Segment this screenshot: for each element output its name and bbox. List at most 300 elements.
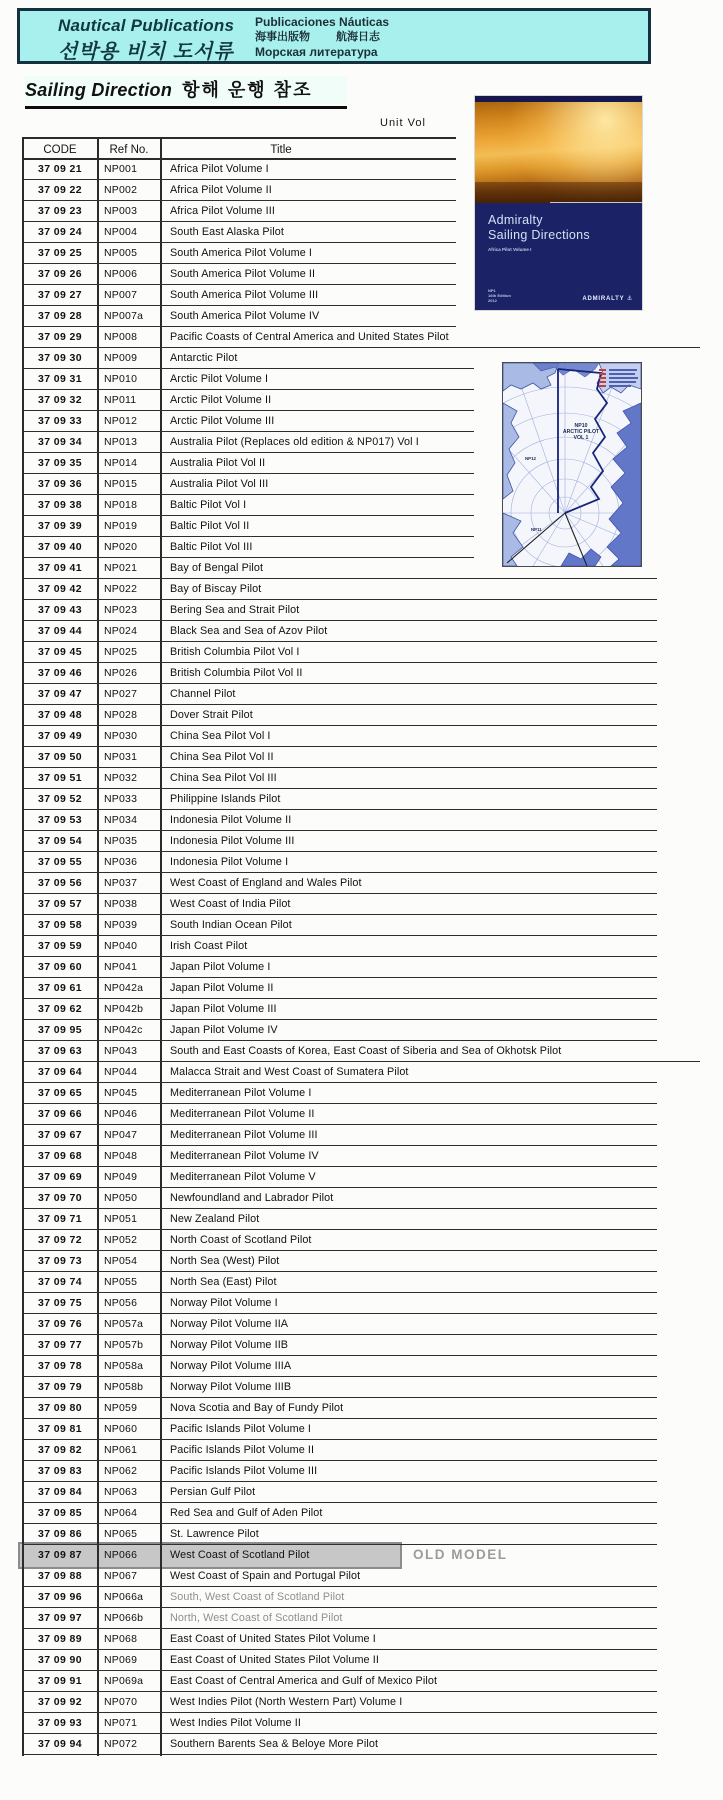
banner-title-russian: Морская литература — [255, 45, 378, 59]
row-title-cell: Newfoundland and Labrador Pilot — [170, 1191, 334, 1204]
row-code-cell: 37 09 40 — [37, 540, 83, 553]
row-ref-cell: NP009 — [104, 351, 138, 364]
row-title-cell: Japan Pilot Volume III — [170, 1002, 277, 1015]
table-row — [22, 1230, 702, 1251]
row-ref-cell: NP013 — [104, 435, 138, 448]
row-code-cell: 37 09 86 — [37, 1527, 83, 1540]
row-code-cell: 37 09 45 — [37, 645, 83, 658]
row-ref-cell: NP031 — [104, 750, 138, 763]
row-title-cell: Arctic Pilot Volume I — [170, 372, 269, 385]
row-title-cell: South America Pilot Volume III — [170, 288, 319, 301]
table-row — [22, 726, 702, 747]
row-ref-cell: NP059 — [104, 1401, 138, 1414]
row-ref-cell: NP002 — [104, 183, 138, 196]
row-ref-cell: NP019 — [104, 519, 138, 532]
row-code-cell: 37 09 88 — [37, 1569, 83, 1582]
row-ref-cell: NP069 — [104, 1653, 138, 1666]
row-ref-cell: NP042a — [104, 981, 144, 994]
row-title-cell: China Sea Pilot Vol II — [170, 750, 274, 763]
row-code-cell: 37 09 26 — [37, 267, 83, 280]
row-ref-cell: NP005 — [104, 246, 138, 259]
table-row — [22, 768, 702, 789]
row-title-cell: Indonesia Pilot Volume I — [170, 855, 289, 868]
row-ref-cell: NP067 — [104, 1569, 138, 1582]
map-coverage-outline — [558, 369, 607, 513]
table-row — [22, 1566, 702, 1587]
row-title-cell: Japan Pilot Volume I — [170, 960, 271, 973]
table-row — [22, 1188, 702, 1209]
row-ref-cell: NP058a — [104, 1359, 144, 1372]
table-row — [22, 1356, 702, 1377]
row-title-cell: Africa Pilot Volume II — [170, 183, 272, 196]
row-ref-cell: NP071 — [104, 1716, 138, 1729]
row-code-cell: 37 09 79 — [37, 1380, 83, 1393]
row-ref-cell: NP030 — [104, 729, 138, 742]
banner-title-chinese: 海事出版物 航海日志 — [255, 31, 380, 43]
row-code-cell: 37 09 51 — [37, 771, 83, 784]
row-title-cell: Pacific Coasts of Central America and United States Pilot — [170, 330, 449, 343]
table-row — [22, 579, 702, 600]
table-row — [22, 810, 702, 831]
svg-text:NP11: NP11 — [531, 527, 542, 532]
book-cover-image — [475, 96, 642, 310]
row-code-cell: 37 09 35 — [37, 456, 83, 469]
row-code-cell: 37 09 34 — [37, 435, 83, 448]
row-title-cell: Norway Pilot Volume IIB — [170, 1338, 289, 1351]
row-title-cell: North Coast of Scotland Pilot — [170, 1233, 312, 1246]
row-title-cell: Persian Gulf Pilot — [170, 1485, 256, 1498]
row-title-cell: Baltic Pilot Vol III — [170, 540, 253, 553]
table-row — [22, 663, 702, 684]
row-code-cell: 37 09 23 — [37, 204, 83, 217]
row-code-cell: 37 09 68 — [37, 1149, 83, 1162]
row-code-cell: 37 09 84 — [37, 1485, 83, 1498]
table-row — [22, 1482, 702, 1503]
row-title-cell: Baltic Pilot Vol I — [170, 498, 247, 511]
row-code-cell: 37 09 42 — [37, 582, 83, 595]
table-row — [22, 1293, 702, 1314]
row-ref-cell: NP032 — [104, 771, 138, 784]
row-code-cell: 37 09 47 — [37, 687, 83, 700]
row-code-cell: 37 09 50 — [37, 750, 83, 763]
table-row — [22, 705, 702, 726]
column-header-code: CODE — [43, 143, 77, 156]
table-row — [22, 789, 702, 810]
row-code-cell: 37 09 71 — [37, 1212, 83, 1225]
row-ref-cell: NP060 — [104, 1422, 138, 1435]
row-ref-cell: NP057b — [104, 1338, 144, 1351]
row-code-cell: 37 09 30 — [37, 351, 83, 364]
table-row — [22, 831, 702, 852]
row-code-cell: 37 09 29 — [37, 330, 83, 343]
row-ref-cell: NP039 — [104, 918, 138, 931]
row-code-cell: 37 09 76 — [37, 1317, 83, 1330]
row-ref-cell: NP007 — [104, 288, 138, 301]
row-title-cell: Arctic Pilot Volume III — [170, 414, 275, 427]
row-ref-cell: NP027 — [104, 687, 138, 700]
row-code-cell: 37 09 39 — [37, 519, 83, 532]
row-title-cell: Black Sea and Sea of Azov Pilot — [170, 624, 328, 637]
table-row — [22, 1146, 702, 1167]
row-ref-cell: NP055 — [104, 1275, 138, 1288]
row-ref-cell: NP036 — [104, 855, 138, 868]
table-row — [22, 1545, 702, 1566]
table-row — [22, 1713, 702, 1734]
row-ref-cell: NP043 — [104, 1044, 138, 1057]
banner-title-spanish: Publicaciones Náuticas — [255, 15, 390, 29]
row-code-cell: 37 09 83 — [37, 1464, 83, 1477]
row-code-cell: 37 09 53 — [37, 813, 83, 826]
row-code-cell: 37 09 25 — [37, 246, 83, 259]
table-row — [22, 1272, 702, 1293]
row-code-cell: 37 09 21 — [37, 162, 83, 175]
row-title-cell: East Coast of United States Pilot Volume II — [170, 1653, 379, 1666]
svg-text:VOL 1: VOL 1 — [573, 435, 589, 441]
row-ref-cell: NP049 — [104, 1170, 138, 1183]
book-cover-subtitle: Africa Pilot Volume I — [488, 247, 532, 252]
table-row — [22, 1167, 702, 1188]
row-ref-cell: NP052 — [104, 1233, 138, 1246]
row-ref-cell: NP003 — [104, 204, 138, 217]
row-code-cell: 37 09 48 — [37, 708, 83, 721]
section-title-english: Sailing Direction — [25, 80, 173, 100]
row-ref-cell: NP035 — [104, 834, 138, 847]
row-ref-cell: NP006 — [104, 267, 138, 280]
row-title-cell: South Indian Ocean Pilot — [170, 918, 292, 931]
row-title-cell: North Sea (West) Pilot — [170, 1254, 280, 1267]
row-title-cell: Mediterranean Pilot Volume II — [170, 1107, 315, 1120]
row-code-cell: 37 09 58 — [37, 918, 83, 931]
table-row — [22, 1650, 702, 1671]
row-code-cell: 37 09 22 — [37, 183, 83, 196]
anchor-icon: ⚓ — [626, 296, 633, 302]
row-title-cell: Norway Pilot Volume I — [170, 1296, 278, 1309]
row-bottom-border — [22, 1754, 657, 1756]
row-title-cell: Pacific Islands Pilot Volume II — [170, 1443, 315, 1456]
row-title-cell: Norway Pilot Volume IIA — [170, 1317, 289, 1330]
column-header-ref: Ref No. — [109, 143, 149, 156]
row-code-cell: 37 09 33 — [37, 414, 83, 427]
row-title-cell: Dover Strait Pilot — [170, 708, 253, 721]
row-ref-cell: NP062 — [104, 1464, 138, 1477]
row-code-cell: 37 09 54 — [37, 834, 83, 847]
svg-text:NP10: NP10 — [574, 423, 588, 429]
table-row — [22, 1419, 702, 1440]
row-code-cell: 37 09 80 — [37, 1401, 83, 1414]
row-code-cell: 37 09 24 — [37, 225, 83, 238]
row-title-cell: Mediterranean Pilot Volume V — [170, 1170, 316, 1183]
row-ref-cell: NP044 — [104, 1065, 138, 1078]
row-title-cell: Mediterranean Pilot Volume III — [170, 1128, 318, 1141]
row-title-cell: Africa Pilot Volume I — [170, 162, 269, 175]
row-ref-cell: NP047 — [104, 1128, 138, 1141]
table-row — [22, 642, 702, 663]
row-code-cell: 37 09 62 — [37, 1002, 83, 1015]
row-ref-cell: NP063 — [104, 1485, 138, 1498]
row-title-cell: Japan Pilot Volume IV — [170, 1023, 278, 1036]
row-title-cell: North Sea (East) Pilot — [170, 1275, 277, 1288]
row-code-cell: 37 09 65 — [37, 1086, 83, 1099]
table-row — [22, 1524, 702, 1545]
row-ref-cell: NP040 — [104, 939, 138, 952]
row-title-cell: New Zealand Pilot — [170, 1212, 260, 1225]
row-code-cell: 37 09 59 — [37, 939, 83, 952]
row-code-cell: 37 09 91 — [37, 1674, 83, 1687]
row-title-cell: Mediterranean Pilot Volume IV — [170, 1149, 319, 1162]
row-ref-cell: NP056 — [104, 1296, 138, 1309]
row-ref-cell: NP037 — [104, 876, 138, 889]
row-title-cell: West Coast of Scotland Pilot — [170, 1548, 310, 1561]
book-cover-brand-line1: Admiralty — [488, 213, 543, 227]
row-code-cell: 37 09 38 — [37, 498, 83, 511]
row-code-cell: 37 09 64 — [37, 1065, 83, 1078]
row-title-cell: Mediterranean Pilot Volume I — [170, 1086, 312, 1099]
table-row — [22, 600, 702, 621]
row-code-cell: 37 09 36 — [37, 477, 83, 490]
row-ref-cell: NP011 — [104, 393, 137, 406]
row-code-cell: 37 09 73 — [37, 1254, 83, 1267]
row-title-cell: West Indies Pilot (North Western Part) Volume I — [170, 1695, 403, 1708]
row-code-cell: 37 09 89 — [37, 1632, 83, 1645]
table-row — [22, 621, 702, 642]
row-title-cell: Bering Sea and Strait Pilot — [170, 603, 300, 616]
row-ref-cell: NP042b — [104, 1002, 144, 1015]
table-row — [22, 957, 702, 978]
row-code-cell: 37 09 57 — [37, 897, 83, 910]
row-ref-cell: NP066a — [104, 1590, 144, 1603]
table-row — [22, 1062, 702, 1083]
row-code-cell: 37 09 87 — [37, 1548, 83, 1561]
row-code-cell: 37 09 70 — [37, 1191, 83, 1204]
row-ref-cell: NP072 — [104, 1737, 138, 1750]
svg-text:ARCTIC PILOT: ARCTIC PILOT — [562, 429, 600, 435]
row-title-cell: South, West Coast of Scotland Pilot — [170, 1590, 345, 1603]
row-ref-cell: NP022 — [104, 582, 138, 595]
row-ref-cell: NP041 — [104, 960, 138, 973]
table-row — [22, 1209, 702, 1230]
book-cover-sea-silhouette — [475, 182, 642, 203]
row-title-cell: South East Alaska Pilot — [170, 225, 284, 238]
row-code-cell: 37 09 77 — [37, 1338, 83, 1351]
row-code-cell: 37 09 97 — [37, 1611, 83, 1624]
row-title-cell: China Sea Pilot Vol I — [170, 729, 271, 742]
row-ref-cell: NP064 — [104, 1506, 138, 1519]
row-title-cell: Malacca Strait and West Coast of Sumatera Pilot — [170, 1065, 409, 1078]
row-ref-cell: NP008 — [104, 330, 138, 343]
row-ref-cell: NP054 — [104, 1254, 138, 1267]
table-row — [22, 1377, 702, 1398]
row-code-cell: 37 09 93 — [37, 1716, 83, 1729]
row-title-cell: Norway Pilot Volume IIIB — [170, 1380, 292, 1393]
table-row — [22, 1440, 702, 1461]
banner-title-english: Nautical Publications — [58, 16, 235, 35]
row-title-cell: South and East Coasts of Korea, East Coast of Siberia and Sea of Okhotsk Pilot — [170, 1044, 562, 1057]
row-ref-cell: NP004 — [104, 225, 138, 238]
row-ref-cell: NP069a — [104, 1674, 144, 1687]
row-title-cell: West Coast of India Pilot — [170, 897, 291, 910]
row-code-cell: 37 09 90 — [37, 1653, 83, 1666]
table-row — [22, 999, 702, 1020]
row-ref-cell: NP028 — [104, 708, 138, 721]
table-row — [22, 684, 702, 705]
table-row — [22, 1125, 702, 1146]
row-title-cell: South America Pilot Volume IV — [170, 309, 320, 322]
row-ref-cell: NP066b — [104, 1611, 144, 1624]
row-ref-cell: NP050 — [104, 1191, 138, 1204]
table-row — [22, 1734, 702, 1755]
row-title-cell: Australia Pilot (Replaces old edition & NP017) Vol I — [170, 435, 419, 448]
row-ref-cell: NP007a — [104, 309, 144, 322]
row-title-cell: Norway Pilot Volume IIIA — [170, 1359, 292, 1372]
row-title-cell: Antarctic Pilot — [170, 351, 238, 364]
row-code-cell: 37 09 82 — [37, 1443, 83, 1456]
row-ref-cell: NP065 — [104, 1527, 138, 1540]
row-title-cell: West Indies Pilot Volume II — [170, 1716, 301, 1729]
row-ref-cell: NP061 — [104, 1443, 138, 1456]
book-cover-publisher-logo: ADMIRALTY ⚓ — [582, 296, 633, 302]
row-code-cell: 37 09 41 — [37, 561, 83, 574]
row-title-cell: Australia Pilot Vol II — [170, 456, 266, 469]
row-title-cell: South America Pilot Volume I — [170, 246, 313, 259]
row-title-cell: Pacific Islands Pilot Volume III — [170, 1464, 318, 1477]
banner-translations — [255, 15, 389, 60]
table-row — [22, 1608, 702, 1629]
row-ref-cell: NP034 — [104, 813, 138, 826]
row-ref-cell: NP014 — [104, 456, 138, 469]
table-row — [22, 747, 702, 768]
table-row — [22, 978, 702, 999]
section-title — [25, 76, 347, 104]
row-ref-cell: NP066 — [104, 1548, 138, 1561]
row-title-cell: Red Sea and Gulf of Aden Pilot — [170, 1506, 323, 1519]
row-code-cell: 37 09 95 — [37, 1023, 83, 1036]
row-code-cell: 37 09 94 — [37, 1737, 83, 1750]
row-code-cell: 37 09 81 — [37, 1422, 83, 1435]
row-ref-cell: NP068 — [104, 1632, 138, 1645]
old-model-annotation: OLD MODEL — [413, 1547, 508, 1562]
row-code-cell: 37 09 56 — [37, 876, 83, 889]
table-row — [22, 1083, 702, 1104]
table-row — [22, 873, 702, 894]
row-code-cell: 37 09 92 — [37, 1695, 83, 1708]
row-title-cell: Indonesia Pilot Volume III — [170, 834, 295, 847]
row-title-cell: British Columbia Pilot Vol I — [170, 645, 300, 658]
table-row — [22, 1398, 702, 1419]
row-code-cell: 37 09 78 — [37, 1359, 83, 1372]
table-row — [22, 1251, 702, 1272]
section-underline — [25, 106, 347, 109]
row-code-cell: 37 09 74 — [37, 1275, 83, 1288]
row-ref-cell: NP026 — [104, 666, 138, 679]
row-ref-cell: NP015 — [104, 477, 138, 490]
row-title-cell: China Sea Pilot Vol III — [170, 771, 277, 784]
column-header-title: Title — [270, 143, 292, 156]
row-title-cell: Indonesia Pilot Volume II — [170, 813, 292, 826]
table-row — [22, 1461, 702, 1482]
row-code-cell: 37 09 72 — [37, 1233, 83, 1246]
arctic-pilot-map-image — [502, 362, 642, 567]
row-code-cell: 37 09 55 — [37, 855, 83, 868]
row-title-cell: South America Pilot Volume II — [170, 267, 316, 280]
row-ref-cell: NP051 — [104, 1212, 138, 1225]
row-ref-cell: NP020 — [104, 540, 138, 553]
row-code-cell: 37 09 67 — [37, 1128, 83, 1141]
row-ref-cell: NP038 — [104, 897, 138, 910]
row-title-cell: Baltic Pilot Vol II — [170, 519, 250, 532]
row-title-cell: Japan Pilot Volume II — [170, 981, 274, 994]
table-row — [22, 1587, 702, 1608]
row-code-cell: 37 09 52 — [37, 792, 83, 805]
row-code-cell: 37 09 32 — [37, 393, 83, 406]
row-title-cell: Southern Barents Sea & Beloye More Pilot — [170, 1737, 379, 1750]
row-title-cell: St. Lawrence Pilot — [170, 1527, 259, 1540]
book-cover-brand-line2: Sailing Directions — [488, 228, 590, 242]
row-title-cell: West Coast of Spain and Portugal Pilot — [170, 1569, 361, 1582]
table-top-border — [22, 137, 456, 139]
table-row — [22, 1671, 702, 1692]
row-ref-cell: NP046 — [104, 1107, 138, 1120]
row-code-cell: 37 09 49 — [37, 729, 83, 742]
book-cover-edition-block: NP1 16th Edition 2012 — [488, 288, 511, 303]
row-ref-cell: NP058b — [104, 1380, 144, 1393]
row-ref-cell: NP021 — [104, 561, 138, 574]
table-row — [22, 327, 702, 348]
row-code-cell: 37 09 69 — [37, 1170, 83, 1183]
table-row — [22, 1104, 702, 1125]
row-ref-cell: NP024 — [104, 624, 138, 637]
table-row — [22, 936, 702, 957]
row-code-cell: 37 09 27 — [37, 288, 83, 301]
table-row — [22, 1314, 702, 1335]
table-row — [22, 1629, 702, 1650]
row-ref-cell: NP045 — [104, 1086, 138, 1099]
table-row — [22, 1041, 702, 1062]
row-title-cell: Irish Coast Pilot — [170, 939, 248, 952]
row-title-cell: Philippine Islands Pilot — [170, 792, 281, 805]
row-code-cell: 37 09 60 — [37, 960, 83, 973]
row-code-cell: 37 09 63 — [37, 1044, 83, 1057]
row-code-cell: 37 09 66 — [37, 1107, 83, 1120]
arctic-map-svg — [503, 363, 641, 566]
row-code-cell: 37 09 43 — [37, 603, 83, 616]
row-title-cell: Australia Pilot Vol III — [170, 477, 269, 490]
table-row — [22, 1020, 702, 1041]
row-code-cell: 37 09 96 — [37, 1590, 83, 1603]
row-title-cell: Pacific Islands Pilot Volume I — [170, 1422, 312, 1435]
row-code-cell: 37 09 61 — [37, 981, 83, 994]
row-title-cell: Africa Pilot Volume III — [170, 204, 275, 217]
row-title-cell: Channel Pilot — [170, 687, 236, 700]
table-row — [22, 1503, 702, 1524]
row-ref-cell: NP048 — [104, 1149, 138, 1162]
row-title-cell: Arctic Pilot Volume II — [170, 393, 272, 406]
row-title-cell: East Coast of Central America and Gulf of Mexico Pilot — [170, 1674, 438, 1687]
row-ref-cell: NP010 — [104, 372, 138, 385]
table-row — [22, 852, 702, 873]
row-ref-cell: NP070 — [104, 1695, 138, 1708]
row-ref-cell: NP057a — [104, 1317, 144, 1330]
row-code-cell: 37 09 28 — [37, 309, 83, 322]
row-ref-cell: NP042c — [104, 1023, 143, 1036]
header-banner — [17, 8, 651, 64]
section-title-korean: 항해 운행 참조 — [182, 80, 313, 100]
row-code-cell: 37 09 46 — [37, 666, 83, 679]
row-ref-cell: NP012 — [104, 414, 138, 427]
row-ref-cell: NP025 — [104, 645, 138, 658]
row-ref-cell: NP033 — [104, 792, 138, 805]
row-title-cell: Nova Scotia and Bay of Fundy Pilot — [170, 1401, 344, 1414]
table-row — [22, 915, 702, 936]
